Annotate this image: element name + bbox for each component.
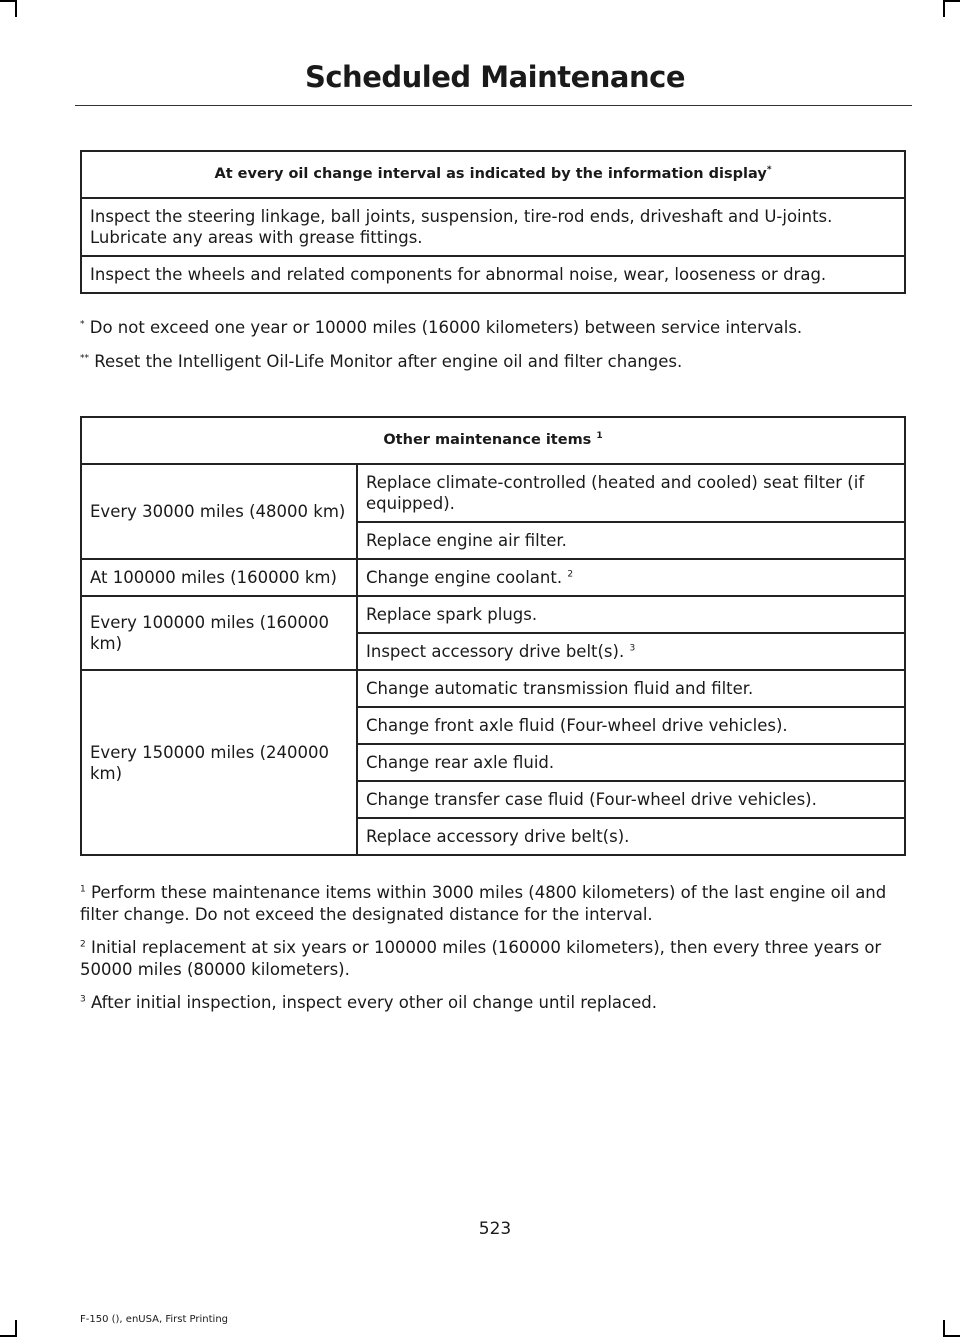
footnote-marker: **	[80, 353, 89, 364]
crop-mark	[943, 1320, 945, 1337]
oil-table-heading: At every oil change interval as indicated by the information display*	[81, 151, 905, 198]
task-cell: Change transfer case fluid (Four-wheel drive vehicles).	[357, 781, 905, 818]
crop-mark	[943, 0, 960, 2]
page-number: 523	[478, 1219, 512, 1239]
page-title: Scheduled Maintenance	[304, 60, 686, 94]
task-cell: Replace climate-controlled (heated and cooled) seat filter (if equipped).	[357, 464, 905, 522]
footnote: * Do not exceed one year or 10000 miles (16000 kilometers) between service intervals.	[80, 318, 803, 337]
footnote-marker: 3	[629, 643, 636, 654]
task-cell: Change front axle fluid (Four-wheel drive vehicles).	[357, 707, 905, 744]
footnote: ** Reset the Intelligent Oil-Life Monitor after engine oil and filter changes.	[80, 352, 683, 371]
table-row: Inspect the wheels and related components for abnormal noise, wear, looseness or drag.	[81, 256, 905, 293]
footnote-marker: 3	[80, 994, 86, 1005]
footnote-marker: 2	[80, 939, 86, 950]
interval-cell: Every 100000 miles (160000 km)	[81, 596, 357, 670]
crop-mark	[15, 1320, 17, 1337]
interval-cell: Every 30000 miles (48000 km)	[81, 464, 357, 559]
crop-mark	[943, 0, 945, 17]
oil-change-table	[80, 150, 906, 294]
interval-cell: At 100000 miles (160000 km)	[81, 559, 357, 596]
crop-mark	[15, 0, 17, 17]
task-cell: Replace accessory drive belt(s).	[357, 818, 905, 855]
title-rule	[75, 105, 912, 106]
other-maintenance-table	[80, 416, 906, 856]
footnote-marker: *	[80, 319, 85, 330]
table-row: Inspect the steering linkage, ball joints, suspension, tire-rod ends, driveshaft and U-joints. Lubricate any areas with grease fittings.	[81, 198, 905, 256]
task-cell: Inspect accessory drive belt(s). $^3$	[357, 633, 905, 670]
footnote: $^1$ Perform these maintenance items within 3000 miles (4800 kilometers) of the last engine oil and filter change. Do not exceed the designated distance for the interval.	[80, 883, 887, 924]
footnote: $^3$ After initial inspection, inspect every other oil change until replaced.	[80, 993, 657, 1012]
footnote-marker: *	[766, 165, 772, 176]
footnote-marker: 2	[567, 569, 574, 580]
task-cell: Replace engine air filter.	[357, 522, 905, 559]
other-table-heading: Other maintenance items $^1$	[81, 417, 905, 464]
task-cell: Change engine coolant. $^2$	[357, 559, 905, 596]
footnote-marker: 1	[80, 884, 86, 895]
interval-cell: Every 150000 miles (240000 km)	[81, 670, 357, 855]
task-cell: Change automatic transmission fluid and filter.	[357, 670, 905, 707]
task-cell: Replace spark plugs.	[357, 596, 905, 633]
footnote: $^2$ Initial replacement at six years or 100000 miles (160000 kilometers), then every three years or 50000 miles (80000 kilometers).	[80, 938, 882, 979]
footnote-marker: 1	[596, 431, 603, 442]
task-cell: Change rear axle fluid.	[357, 744, 905, 781]
document-info: F-150 (), enUSA, First Printing	[80, 1314, 229, 1325]
